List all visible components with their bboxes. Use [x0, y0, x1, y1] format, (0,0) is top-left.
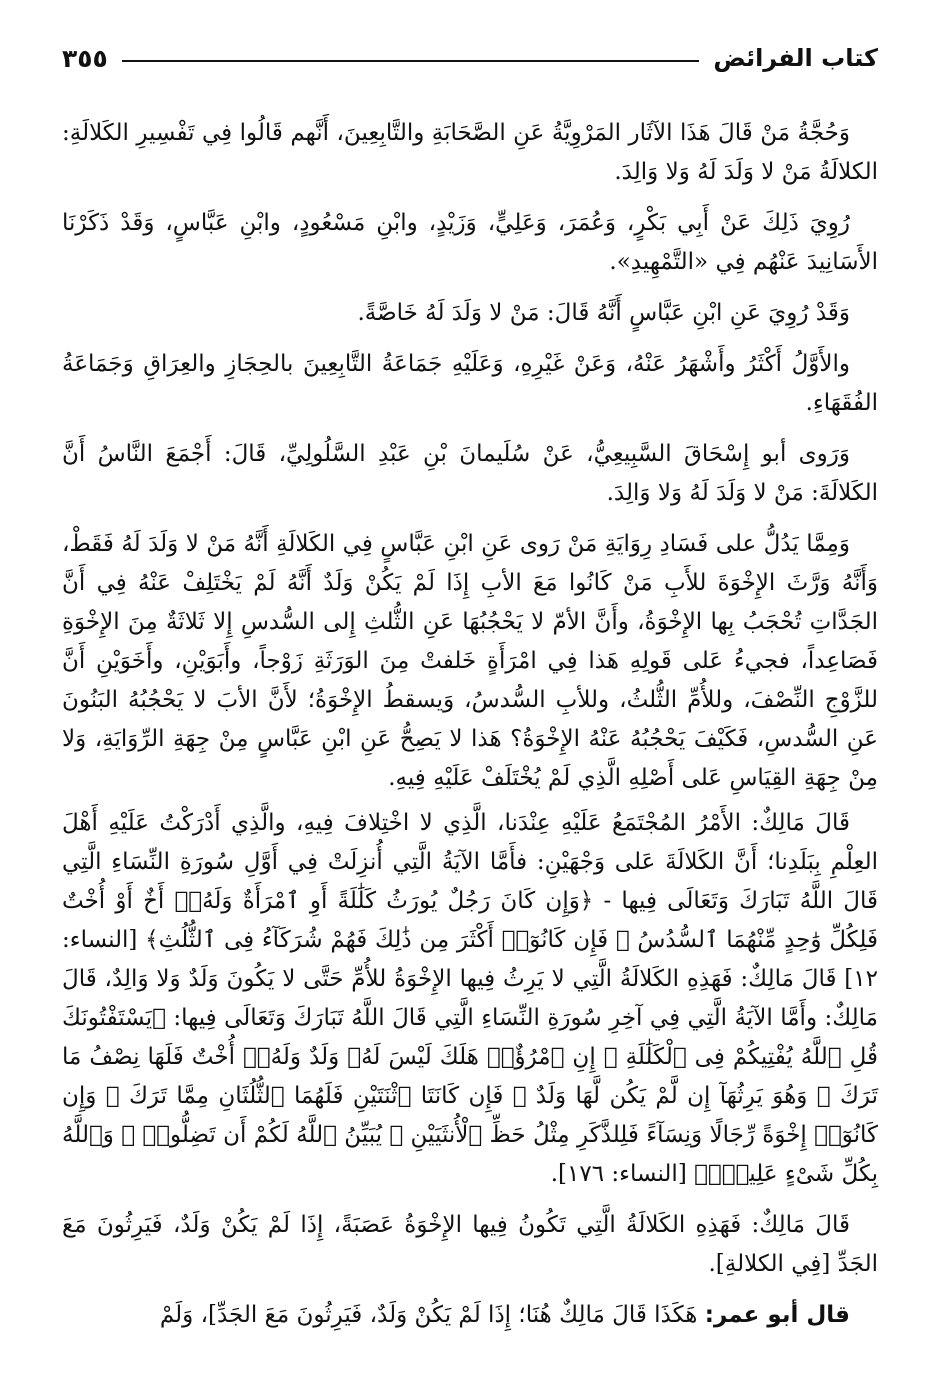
page-number: ٣٥٥ — [62, 43, 108, 73]
header-rule — [122, 60, 700, 62]
paragraph-4: والأَوَّلُ أَكْثَرُ وأَشْهَرُ عَنْهُ، وَعَنْ غَيْرِهِ، وَعَلَيْهِ جَمَاعَةُ التَّابِعِينَ بالحِجَازِ والعِرَاقِ وَجَمَاعَةُ الفُقَهَاءِ. — [62, 351, 878, 416]
page-body — [62, 114, 878, 1335]
page-header — [62, 38, 878, 78]
book-title: كتاب الفرائض — [713, 44, 878, 72]
paragraph-1: وَحُجَّةُ مَنْ قَالَ هَذَا الآثَار المَرْوِيَّةُ عَنِ الصَّحَابَةِ والتَّابِعِينَ، أَنَّهم قَالُوا فِي تَفْسِيرِ الكَلالَةِ: الكلالَةُ مَنْ لا وَلَدَ لَهُ وَلا وَالِدَ. — [62, 120, 878, 185]
paragraph-6: وَمِمَّا يَدُلُّ على فَسَادِ رِوَايَةِ مَنْ رَوى عَنِ ابْنِ عَبَّاسٍ فِي الكَلالَةِ أَنَّهُ مَنْ لا وَلَدَ لَهُ فَقَطْ، وَأَنَّهُ وَرَّثَ الإِخْوَةَ للأَبِ مَنْ كَانُوا مَعَ الأبِ إِذَا لَمْ يَكُنْ وَلَدٌ أَنَّهُ لَمْ يَخْتَلِفْ عَنْهُ فِي أَنَّ الجَدَّاتِ تُحْجَبُ بِها الإِخْوَةُ، وأَنَّ الأمّ لا يَحْجُبُهَا عَنِ الثُّلثِ إِلى السُّدسِ إِلا ثَلاثَةٌ مِنَ الإِخْوَةِ فَصَاعِداً، فجيءُ عَلى قَولِهِ هَذا فِي امْرَأَةٍ خَلفتْ مِنَ الوَرَثَةِ زَوْجاً، وأَبَوَيْنِ، وأَخَوَيْنِ أَنَّ للزَّوْجِ النِّصْفَ، وللأُمِّ الثُّلثُ، وللأبِ السُّدسُ، وَيسقطُ الإِخْوَةُ؛ لأَنَّ الأبَ لا يَحْجُبُهُ البَنُونَ عَنِ السُّدسِ، فَكَيْفَ يَحْجُبُهُ عَنْهُ الإِخْوَةُ؟ هَذا لا يَصِحُّ عَنِ ابْنِ عَبَّاسٍ مِنْ جِهَةِ الرِّوَايَةِ، وَلا مِنْ جِهَةِ القِيَاسِ عَلى أَصْلِهِ الَّذِي لَمْ يُخْتَلَفْ عَلَيْهِ فِيهِ. — [62, 531, 878, 791]
paragraph-9-text: هَكَذَا قَالَ مَالِكٌ هُنَا؛ إِذَا لَمْ يَكُنْ وَلَدٌ، فَيَرِثُونَ مَعَ الجَدِّ]، وَلَمْ — [159, 1302, 705, 1328]
abu-umar-lead: قال أبو عمر: — [704, 1302, 850, 1328]
paragraph-3: وَقَدْ رُوِيَ عَنِ ابْنِ عَبَّاسٍ أَنَّهُ قَالَ: مَنْ لا وَلَدَ لَهُ خَاصَّةً. — [357, 300, 850, 326]
paragraph-2: رُوِيَ ذَلِكَ عَنْ أَبِي بَكْرٍ، وَعُمَرَ، وَعَلِيٍّ، وَزَيْدٍ، وابْنِ مَسْعُودٍ، وابْنِ عَبَّاسٍ، وَقَدْ ذَكَرْنَا الأَسَانِيدَ عَنْهُم فِي «التَّمْهِيدِ». — [62, 210, 878, 275]
paragraph-7-malik-quran: قَالَ مَالِكٌ: الأَمْرُ المُجْتَمَعُ عَلَيْهِ عِنْدَنا، الَّذِي لا اخْتِلافَ فِيهِ، والَّذِي أَدْرَكْتُ عَلَيْهِ أَهْلَ العِلْمِ بِبَلَدِنا؛ أَنَّ الكَلالَةَ عَلى وَجْهَيْنِ: فأَمَّا الآيَةُ الَّتِي أُنزِلَتْ فِي أَوَّلِ سُورَةِ النِّسَاءِ الَّتِي قَالَ اللَّهُ تَبَارَكَ وَتَعَالَى فِيها - ﴿وَإِن كَانَ رَجُلٌ يُورَثُ كَلَٰلَةً أَوِ ٱمْرَأَةٌ وَلَهُۥٓ أَخٌ أَوْ أُخْتٌ فَلِكُلِّ وَٰحِدٍ مِّنْهُمَا ٱلسُّدُسُ ۚ فَإِن كَانُوٓا۟ أَكْثَرَ مِن ذَٰلِكَ فَهُمْ شُرَكَآءُ فِى ٱلثُّلُثِ﴾ [النساء: ١٢] قَالَ مَالِكٌ: فَهَذِهِ الكَلالَةُ الَّتِي لا يَرِثُ فِيها الإِخْوَةُ للأُمِّ حَتَّى لا يَكُونَ وَلَدٌ وَلا وَالِدٌ، قَالَ مَالِكٌ: وأَمَّا الآيَةُ الَّتِي فِي آخِرِ سُورَةِ النِّسَاءِ الَّتِي قَالَ اللَّهُ تَبَارَكَ وَتَعَالَى فِيها: ﴿يَسْتَفْتُونَكَ قُلِ ٱللَّهُ يُفْتِيكُمْ فِى ٱلْكَلَٰلَةِ ۚ إِنِ ٱمْرُؤٌا۟ هَلَكَ لَيْسَ لَهُۥ وَلَدٌ وَلَهُۥٓ أُخْتٌ فَلَهَا نِصْفُ مَا تَرَكَ ۚ وَهُوَ يَرِثُهَآ إِن لَّمْ يَكُن لَّهَا وَلَدٌ ۚ فَإِن كَانَتَا ٱثْنَتَيْنِ فَلَهُمَا ٱلثُّلُثَانِ مِمَّا تَرَكَ ۚ وَإِن كَانُوٓا۟ إِخْوَةً رِّجَالًا وَنِسَآءً فَلِلذَّكَرِ مِثْلُ حَظِّ ٱلْأُنثَيَيْنِ ۗ يُبَيِّنُ ٱللَّهُ لَكُمْ أَن تَضِلُّوا۟ ۗ وَٱللَّهُ بِكُلِّ شَىْءٍ عَلِيمٌۢ﴾ [النساء: ١٧٦]. — [62, 810, 878, 1187]
paragraph-5: وَرَوى أبو إِسْحَاقَ السَّبِيعِيُّ، عَنْ سُلَيمانَ بْنِ عَبْدِ السَّلُولِيِّ، قَالَ: أَجْمَعَ النَّاسُ أَنَّ الكَلالَةَ: مَنْ لا وَلَدَ لَهُ وَلا وَالِدَ. — [62, 441, 878, 506]
paragraph-8: قَالَ مَالِكٌ: فَهَذِهِ الكَلالَةُ الَّتِي تَكُونُ فِيها الإِخْوَةُ عَصَبَةً، إِذَا لَمْ يَكُنْ وَلَدٌ، فَيَرِثُونَ مَعَ الجَدِّ [فِي الكلالةِ]. — [62, 1212, 878, 1277]
paragraph-9 — [62, 1296, 878, 1335]
